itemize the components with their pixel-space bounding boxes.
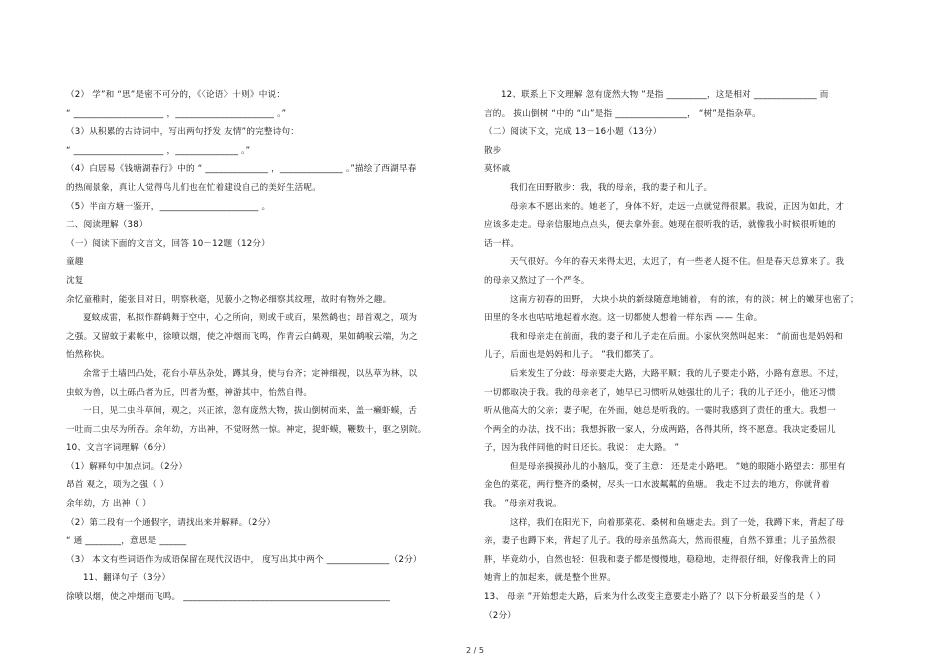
text-line: 昂首 观之，项为之强（ ）: [66, 480, 169, 491]
text-line: 的母亲又熬过了一个严冬。: [484, 275, 590, 286]
text-line: （3）从积累的古诗词中，写出两句抒发 友情”的完整诗句：: [66, 127, 300, 138]
text-line: 余年幼，方 出神（ ）: [66, 499, 152, 510]
section-heading: 二、阅读理解（38）: [66, 220, 148, 231]
text-line: 的热闹景象，真让人觉得鸟儿们也在忙着建设自己的美好生活呢。: [66, 182, 322, 193]
text-line: 我。 ”母亲对我说。: [484, 499, 562, 510]
text-line: 怡然称快。: [66, 350, 110, 361]
text-line: （二）阅读下文，完成 13－16小题（13分）: [484, 127, 662, 138]
text-line: （2） 学”和 “思”是密不可分的，《〈论语〉十则》中说：: [66, 90, 286, 100]
passage-author: 莫怀戚: [484, 164, 511, 175]
text-line: 天气很好。今年的春天来得太迟，太迟了，有一些老人挺不住。但是春天总算来了。我: [510, 257, 845, 268]
text-line: 后来发生了分歧：母亲要走大路，大路平顺；我的儿子要走小路，小路有意思。不过，: [510, 368, 845, 379]
text-line: 余常于土墙凹凸处，花台小草丛杂处，蹲其身，使与台齐；定神细视，以丛草为林，以: [83, 368, 418, 379]
page-number: 2 / 5: [466, 646, 484, 655]
text-line: 田里的冬水也咕咕地起着水泡。这一切都使人想着一样东西 —— 生命。: [484, 313, 763, 324]
text-line: 金色的菜花，两行整齐的桑树，尽头一口水波粼粼的鱼塘。 我走不过去的地方，你就背着: [484, 480, 830, 491]
text-line: （3） 本文有些词语作为成语保留在现代汉语中， 度写出其中两个 ______________（2分）: [66, 554, 422, 565]
right-column: [484, 86, 884, 625]
text-line: （2）第二段有一个通假字，请找出来并解释。（2分）: [66, 517, 276, 528]
text-line: （5）半亩方塘一鉴开，______________________ 。: [66, 201, 271, 212]
text-line: 一切都取决于我。我的母亲老了，她早已习惯听从她强壮的儿子；我的儿子还小，他还习惯: [484, 387, 836, 398]
text-line: 徐喷以烟，使之冲烟而飞鸣。 ______________________________________________: [66, 592, 391, 603]
text-line: 母亲本不愿出来的。她老了，身体不好，走远一点就觉得很累。我说，正因为如此，才: [510, 201, 845, 212]
text-line: 夏蚊成雷，私拟作群鹤舞于空中，心之所向，则或千或百，果然鹤也；昂首观之，项为: [83, 313, 418, 324]
text-line: 一吐而二虫尽为所吞。余年幼，方出神，不觉呀然一惊。神定，捉虾蟆，鞭数十，驱之别院。: [66, 424, 427, 435]
passage-author: 沈复: [66, 275, 84, 286]
text-line: 11、翻译句子（3分）: [83, 573, 171, 584]
text-line: 这南方初春的田野， 大块小块的新绿随意地铺着， 有的浓，有的淡；树上的嫩芽也密了；: [510, 294, 859, 305]
text-line: 话一样。: [484, 238, 520, 249]
text-line: （4）白居易《钱塘湖春行》中的 “ ______________ ，______________ 。”描绘了西湖早春: [66, 164, 417, 175]
text-line: 言的。 拔山倒树 “中的 “山”是指 ________________， “树”是指杂草。: [484, 108, 761, 119]
text-line: （一）阅读下面的文言文，回答 10－12题（12分）: [66, 238, 271, 249]
text-line: （1）解释句中加点词。（2分）: [66, 461, 188, 472]
text-line: 应该多走走。母亲信服地点点头，便去拿外套。她现在很听我的话，就像我小时候很听她的: [484, 220, 836, 231]
text-line: 余忆童稚时，能张目对日，明察秋毫，见藐小之物必细察其纹理，故时有物外之趣。: [66, 294, 392, 305]
text-line: 我和母亲走在前面，我的妻子和儿子走在后面。小家伙突然叫起来： “前面也是妈妈和: [510, 331, 843, 342]
text-line: 她背上的加起来，就是整个世界。: [484, 573, 616, 584]
text-line: 听从他高大的父亲；妻子呢，在外面，她总是听我的。一霎时我感到了责任的重大。我想一: [484, 406, 836, 417]
text-line: 之强。又留蚊于素帐中，徐喷以烟，使之冲烟而飞鸣，作青云白鹤观，果如鹤唳云端，为之: [66, 331, 418, 342]
passage-title: 童趣: [66, 257, 84, 268]
text-line: 一日，见二虫斗草间，观之，兴正浓，忽有庞然大物，拔山倒树而来，盖一癞虾蟆，舌: [83, 406, 418, 417]
text-line: 10、文言字词理解（6分）: [66, 443, 171, 454]
text-line: “ ____________________ ，______________ 。”: [66, 145, 251, 156]
text-line: 个两全的办法，找不出；我想拆散一家人，分成两路，各得其所，终不愿意。我决定委屈儿: [484, 424, 836, 435]
text-line: “ 通 ________，意思是 ______: [66, 536, 187, 547]
passage-title: 散步: [484, 145, 502, 156]
text-line: 但是母亲摸摸孙儿的小脑瓜，变了主意： 还是走小路吧。 ”她的眼随小路望去：那里有: [510, 461, 846, 472]
text-line: 13、 母亲 ”开始想走大路，后来为什么改变主意要走小路了？以下分析最妥当的是（ ）: [484, 592, 826, 603]
text-line: 我们在田野散步：我，我的母亲，我的妻子和儿子。: [510, 182, 713, 193]
text-line: 12、联系上下文理解 忽有庞然大物 ”是指 _________，这是相对 ______________ 而: [501, 90, 829, 100]
text-line: 虫蚁为兽，以土砾凸者为丘，凹者为壑，神游其中，怡然自得。: [66, 387, 313, 398]
text-line: “ ____________________ ，______________________ 。”: [66, 108, 287, 119]
text-line: 儿子，后面也是妈妈和儿子。 ”我们都笑了。: [484, 350, 659, 361]
text-line: （2分）: [484, 610, 517, 621]
text-line: 这样，我们在阳光下，向着那菜花、桑树和鱼塘走去。到了一处，我蹲下来，背起了母: [510, 517, 845, 528]
text-line: 胖，毕竟幼小，自然也轻：但我和妻子都是慢慢地，稳稳地，走得很仔细，好像我背上的同: [484, 554, 836, 565]
left-column: [66, 86, 464, 607]
text-line: 亲，妻子也蹲下来，背起了儿子。我的母亲虽然高大，然而很瘦，自然不算重；儿子虽然很: [484, 536, 836, 547]
text-line: 子，因为我伴同他的时日还长。我说： 走大路。 ”: [484, 443, 680, 454]
